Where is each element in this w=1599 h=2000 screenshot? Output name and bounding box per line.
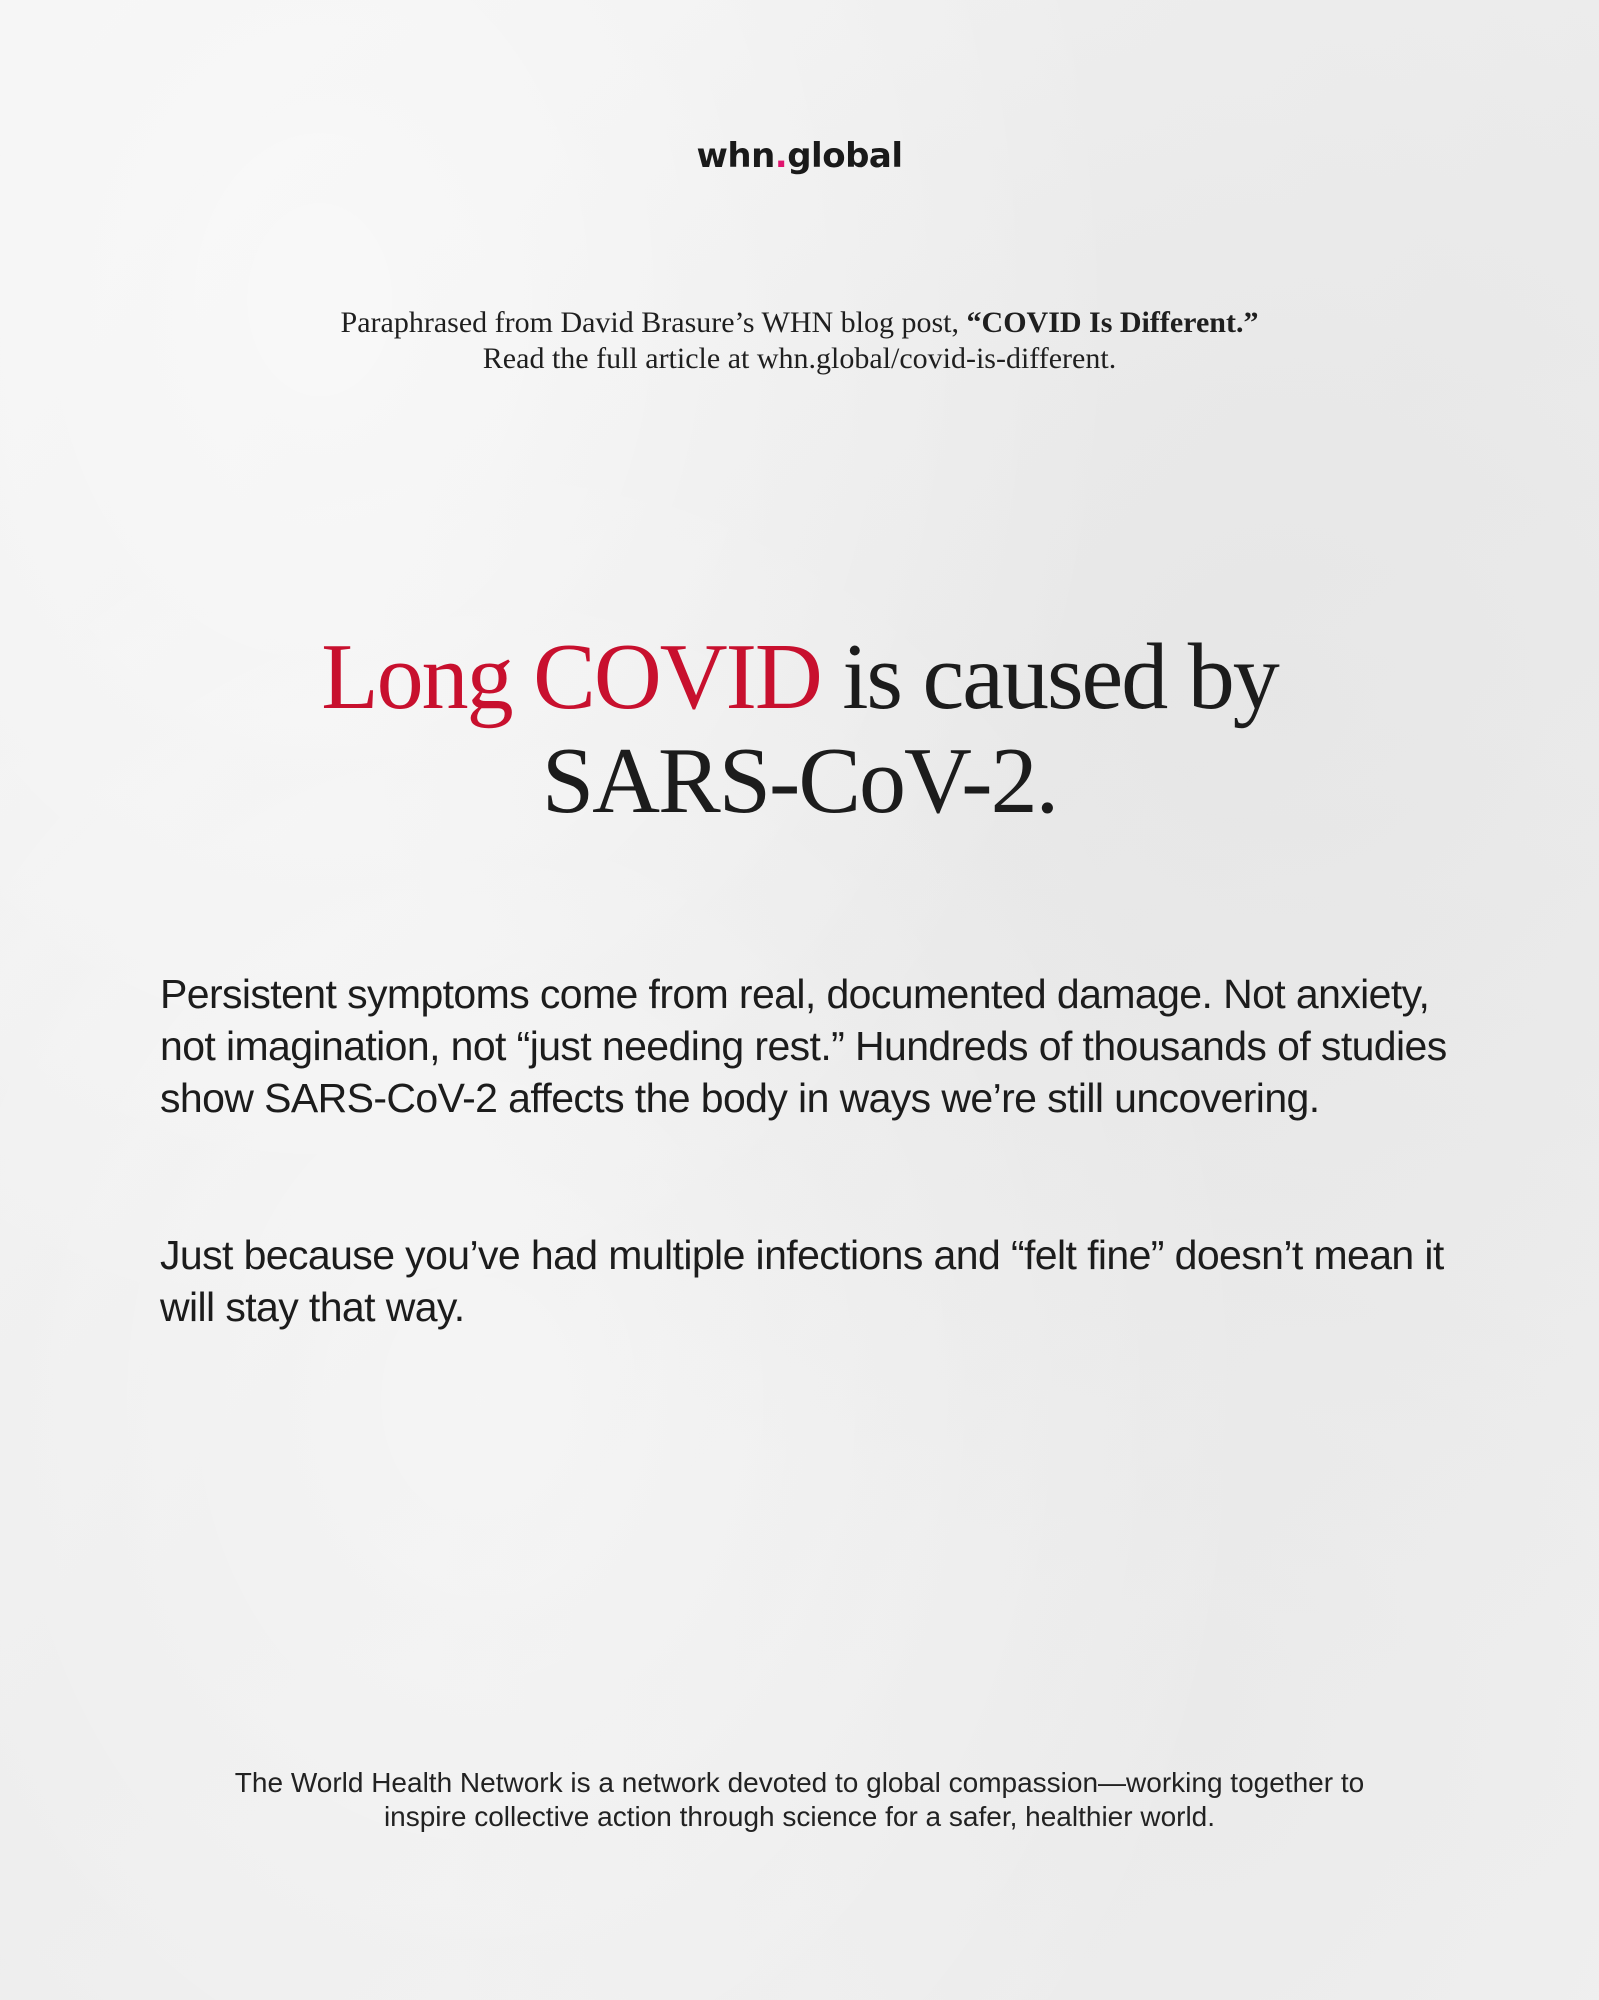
attribution xyxy=(0,305,1599,377)
footer-line-2: inspire collective action through science for a safer, healthier world. xyxy=(383,1801,1216,1832)
headline xyxy=(0,625,1599,833)
attribution-prefix: Paraphrased from David Brasure’s WHN blog post, xyxy=(340,306,967,339)
logo-text-whn: whn xyxy=(696,136,775,176)
logo-dot: . xyxy=(774,136,788,176)
site-logo xyxy=(0,136,1599,176)
article-title: “COVID Is Different.” xyxy=(966,306,1259,339)
body-paragraph-2: Just because you’ve had multiple infections and “felt fine” doesn’t mean it will stay that way. xyxy=(160,1232,1444,1330)
headline-line-2: SARS-CoV-2. xyxy=(541,729,1058,833)
footer-description xyxy=(0,1766,1599,1834)
attribution-line-1 xyxy=(0,305,1599,341)
headline-rest: is caused by xyxy=(820,625,1278,729)
headline-line-1 xyxy=(0,625,1599,729)
attribution-line-2: Read the full article at whn.global/covid-is-different. xyxy=(482,342,1117,375)
logo-text-global: global xyxy=(787,136,903,176)
headline-highlight: Long COVID xyxy=(321,625,821,729)
body-paragraph-1: Persistent symptoms come from real, documented damage. Not anxiety, not imagination, not “just needing rest.” Hundreds of thousands of studies show SARS-CoV-2 affects the body in ways we’re still uncovering. xyxy=(160,971,1447,1121)
footer-line-1: The World Health Network is a network devoted to global compassion—working together to xyxy=(234,1767,1365,1798)
